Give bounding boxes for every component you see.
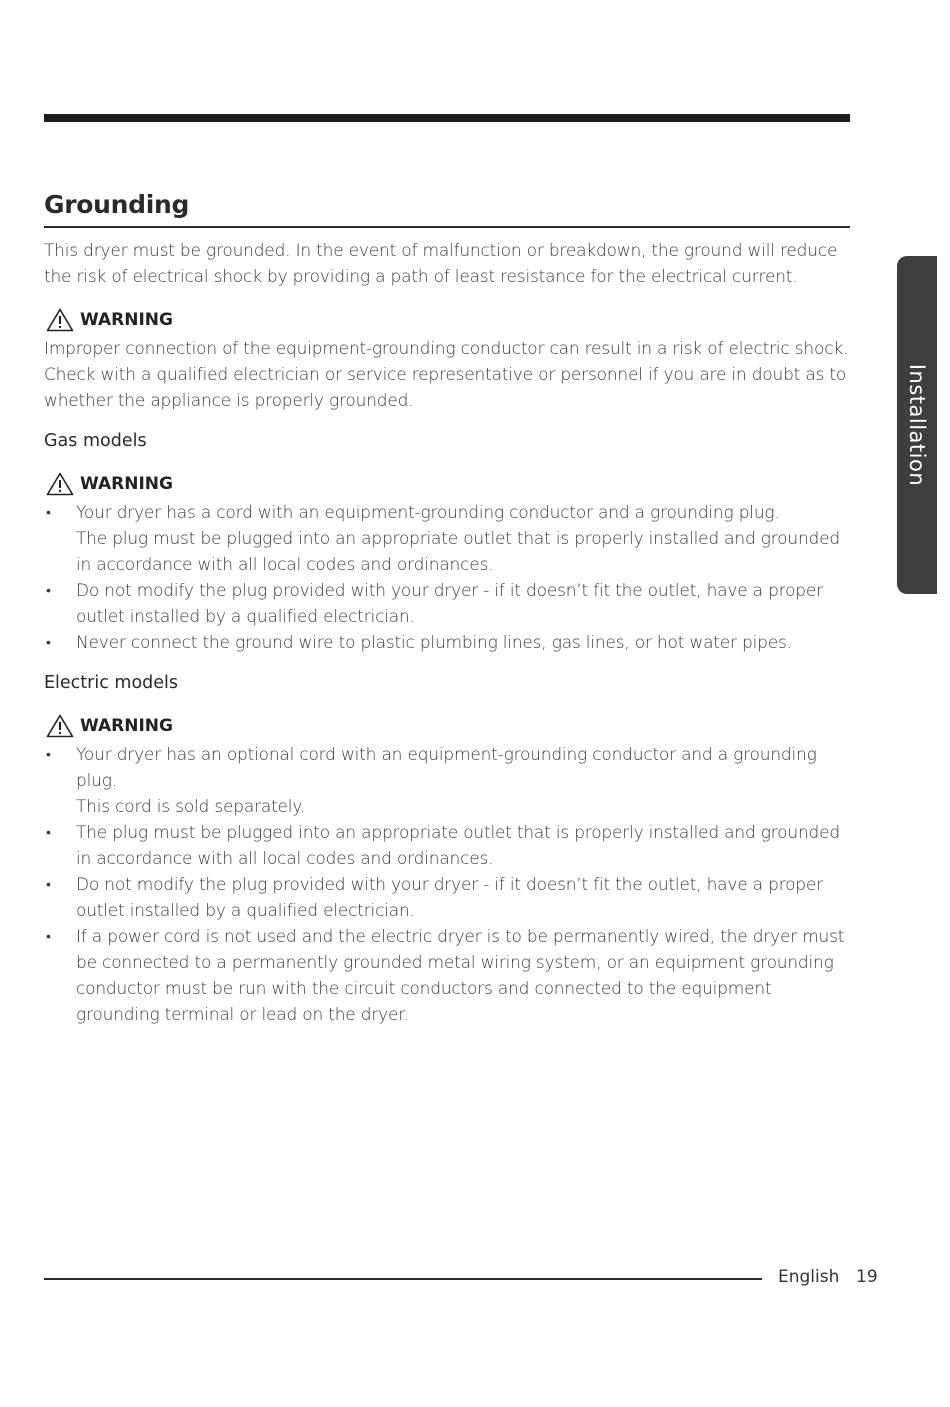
electric-bullet-item: • Do not modify the plug provided with your dryer - if it doesn’t fit the outlet, have a proper outlet installed by a qualified electrician. bbox=[44, 872, 850, 924]
bullet-line: Your dryer has a cord with an equipment-grounding conductor and a grounding plug. The plug must be plugged into an appropriate outlet that is properly installed and grounded in accordance with all local codes and ordinances. bbox=[76, 503, 840, 575]
chapter-tab bbox=[897, 256, 937, 594]
warning-text: Improper connection of the equipment-grounding conductor can result in a risk of electric shock. Check with a qualified electrician or service representative or personnel if you are in doubt as to whether the appliance is properly grounded. bbox=[44, 339, 849, 411]
electric-models-heading: Electric models bbox=[44, 673, 179, 693]
warning-heading bbox=[46, 306, 850, 334]
section-title: Grounding bbox=[44, 190, 190, 219]
electric-warning-list bbox=[44, 742, 850, 1028]
warning-label: WARNING bbox=[80, 716, 173, 736]
footer-language: English bbox=[778, 1267, 840, 1287]
page-content bbox=[44, 238, 850, 1028]
warning-label: WARNING bbox=[80, 310, 173, 330]
footer-divider bbox=[44, 1278, 762, 1280]
electric-bullet-item: • The plug must be plugged into an appropriate outlet that is properly installed and grounded in accordance with all local codes and ordinances. bbox=[44, 820, 850, 872]
electric-bullet-item: • If a power cord is not used and the electric dryer is to be permanently wired, the dryer must be connected to a permanently grounded metal wiring system, or an equipment grounding conductor must be run with the circuit conductors and connected to the equipment grounding terminal or lead on the dryer. bbox=[44, 924, 850, 1028]
header-bar bbox=[44, 114, 850, 122]
chapter-tab-label: Installation bbox=[905, 363, 929, 487]
gas-models-heading: Gas models bbox=[44, 431, 147, 451]
intro-paragraph: This dryer must be grounded. In the event of malfunction or breakdown, the ground will reduce the risk of electrical shock by providing a path of least resistance for the electrical current. bbox=[44, 241, 838, 287]
gas-bullet-item: • Never connect the ground wire to plastic plumbing lines, gas lines, or hot water pipes. bbox=[44, 630, 850, 656]
gas-bullet-item: • Do not modify the plug provided with your dryer - if it doesn’t fit the outlet, have a proper outlet installed by a qualified electrician. bbox=[44, 578, 850, 630]
warning-label: WARNING bbox=[80, 474, 173, 494]
gas-bullet-item bbox=[44, 500, 850, 578]
warning-triangle-icon bbox=[46, 472, 74, 496]
gas-warning-list bbox=[44, 500, 850, 656]
warning-triangle-icon bbox=[46, 714, 74, 738]
warning-heading bbox=[46, 712, 850, 740]
warning-heading bbox=[46, 470, 850, 498]
bullet-line: Your dryer has an optional cord with an equipment-grounding conductor and a grounding plug. This cord is sold separately. bbox=[76, 745, 817, 817]
electric-bullet-item bbox=[44, 742, 850, 820]
title-divider bbox=[44, 226, 850, 228]
warning-triangle-icon bbox=[46, 308, 74, 332]
page-number: 19 bbox=[856, 1267, 878, 1287]
